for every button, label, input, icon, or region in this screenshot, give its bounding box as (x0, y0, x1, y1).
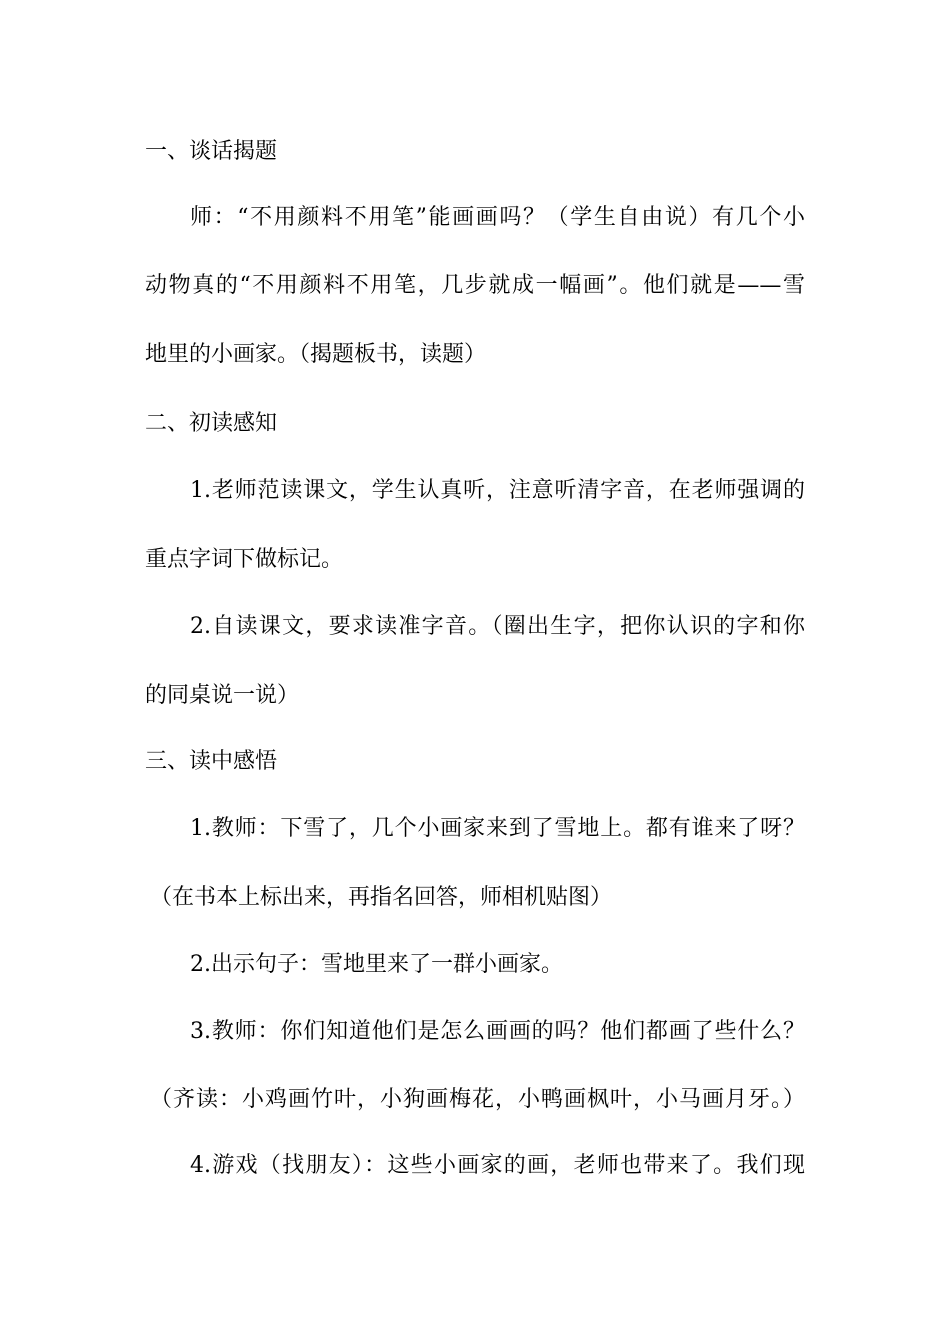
section-heading-1: 一、谈话揭题 (145, 139, 278, 164)
paragraph-line: 地里的小画家。（揭题板书，读题） (145, 342, 487, 367)
paragraph-line: 1.老师范读课文，学生认真听，注意听清字音，在老师强调的 (190, 478, 805, 503)
paragraph-line: 动物真的“不用颜料不用笔，几步就成一幅画”。他们就是——雪 (145, 273, 805, 298)
paragraph-line: 重点字词下做标记。 (145, 547, 344, 572)
paragraph-line: 1.教师：下雪了，几个小画家来到了雪地上。都有谁来了呀？ (190, 816, 805, 841)
paragraph-line: （在书本上标出来，再指名回答，师相机贴图） (150, 885, 613, 910)
paragraph-line: 2.自读课文，要求读准字音。（圈出生字，把你认识的字和你 (190, 614, 805, 639)
paragraph-line: 4.游戏（找朋友）：这些小画家的画，老师也带来了。我们现 (190, 1153, 805, 1178)
paragraph-line: 的同桌说一说） (145, 683, 300, 708)
paragraph-line: 师：“不用颜料不用笔”能画画吗？（学生自由说）有几个小 (190, 205, 805, 230)
paragraph-line: 3.教师：你们知道他们是怎么画画的吗？他们都画了些什么？ (190, 1019, 805, 1044)
section-heading-2: 二、初读感知 (145, 411, 278, 436)
paragraph-line: 2.出示句子：雪地里来了一群小画家。 (190, 952, 563, 977)
section-heading-3: 三、读中感悟 (145, 749, 278, 774)
paragraph-line: （齐读：小鸡画竹叶，小狗画梅花，小鸭画枫叶，小马画月牙。） (150, 1087, 805, 1112)
